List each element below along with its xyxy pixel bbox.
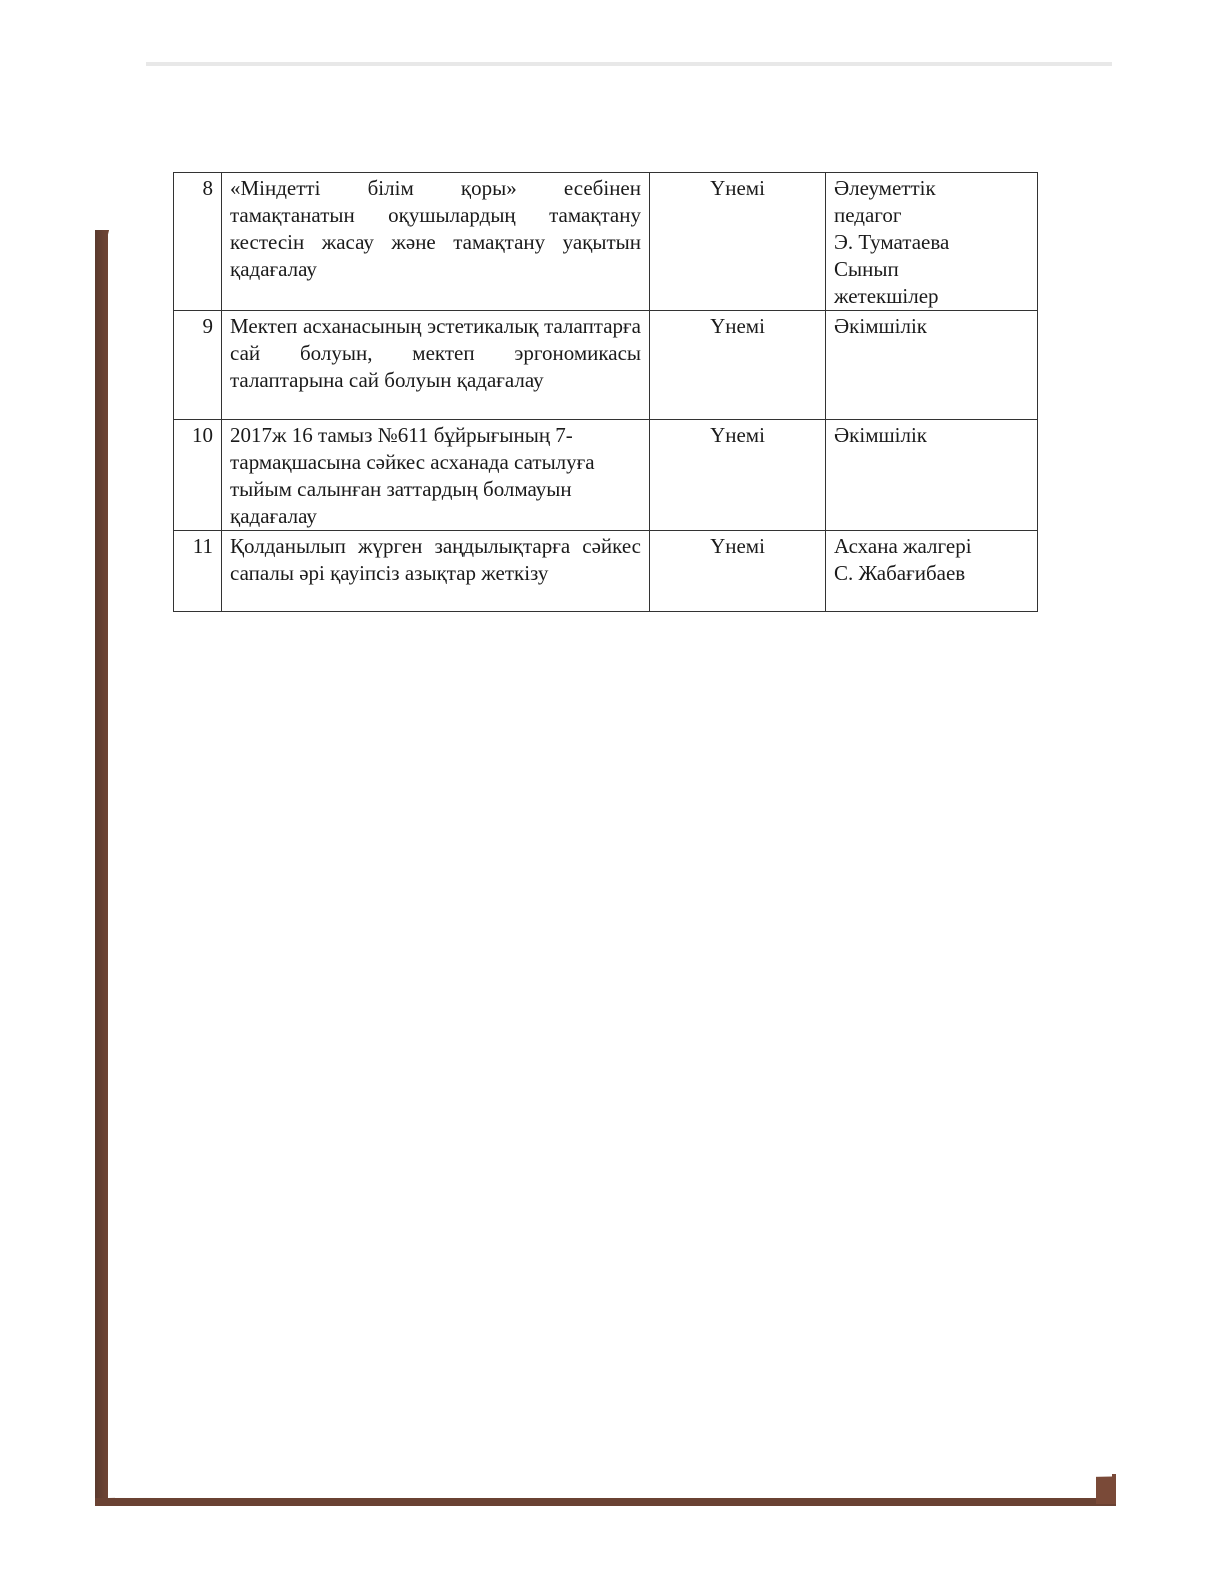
table-row: [174, 531, 1038, 612]
responsible-line: Әлеуметтік: [834, 176, 936, 200]
row-number: 11: [174, 531, 222, 612]
responsible-line: Әкімшілік: [834, 423, 928, 447]
frequency-cell: Үнемі: [650, 311, 826, 420]
responsible-line: Әкімшілік: [834, 314, 928, 338]
responsible-line: Сынып: [834, 257, 899, 281]
row-number: 10: [174, 420, 222, 531]
table-row: [174, 420, 1038, 531]
task-cell: «Міндетті білім қоры» есебінен тамақтанатын оқушылардың тамақтану кестесін жасау және тамақтану уақытын қадағалау: [222, 173, 650, 311]
responsible-cell: [826, 420, 1038, 531]
task-cell: Мектеп асханасының эстетикалық талаптарға сай болуын, мектеп эргономикасы талаптарына сай болуын қадағалау: [222, 311, 650, 420]
responsible-line: С. Жабағибаев: [834, 561, 966, 585]
responsible-cell: [826, 531, 1038, 612]
task-cell: Қолданылып жүрген заңдылықтарға сәйкес сапалы әрі қауіпсіз азықтар жеткізу: [222, 531, 650, 612]
table-row: [174, 311, 1038, 420]
scanner-background-bottom: [95, 1498, 1116, 1506]
responsible-line: жетекшілер: [834, 284, 939, 308]
responsible-cell: [826, 173, 1038, 311]
task-cell: 2017ж 16 тамыз №611 бұйрығының 7-тармақшасына сәйкес асханада сатылуға тыйым салынған заттардың болмауын қадағалау: [222, 420, 650, 531]
frequency-cell: Үнемі: [650, 420, 826, 531]
scanner-background-corner: [1096, 1474, 1116, 1504]
table-row: [174, 173, 1038, 311]
frequency-cell: Үнемі: [650, 173, 826, 311]
responsible-line: педагог: [834, 203, 902, 227]
row-number: 9: [174, 311, 222, 420]
responsible-line: Э. Туматаева: [834, 230, 950, 254]
plan-table: [173, 172, 1038, 612]
responsible-cell: [826, 311, 1038, 420]
row-number: 8: [174, 173, 222, 311]
paper-top-edge: [146, 62, 1112, 66]
frequency-cell: Үнемі: [650, 531, 826, 612]
responsible-line: Асхана жалгері: [834, 534, 972, 558]
